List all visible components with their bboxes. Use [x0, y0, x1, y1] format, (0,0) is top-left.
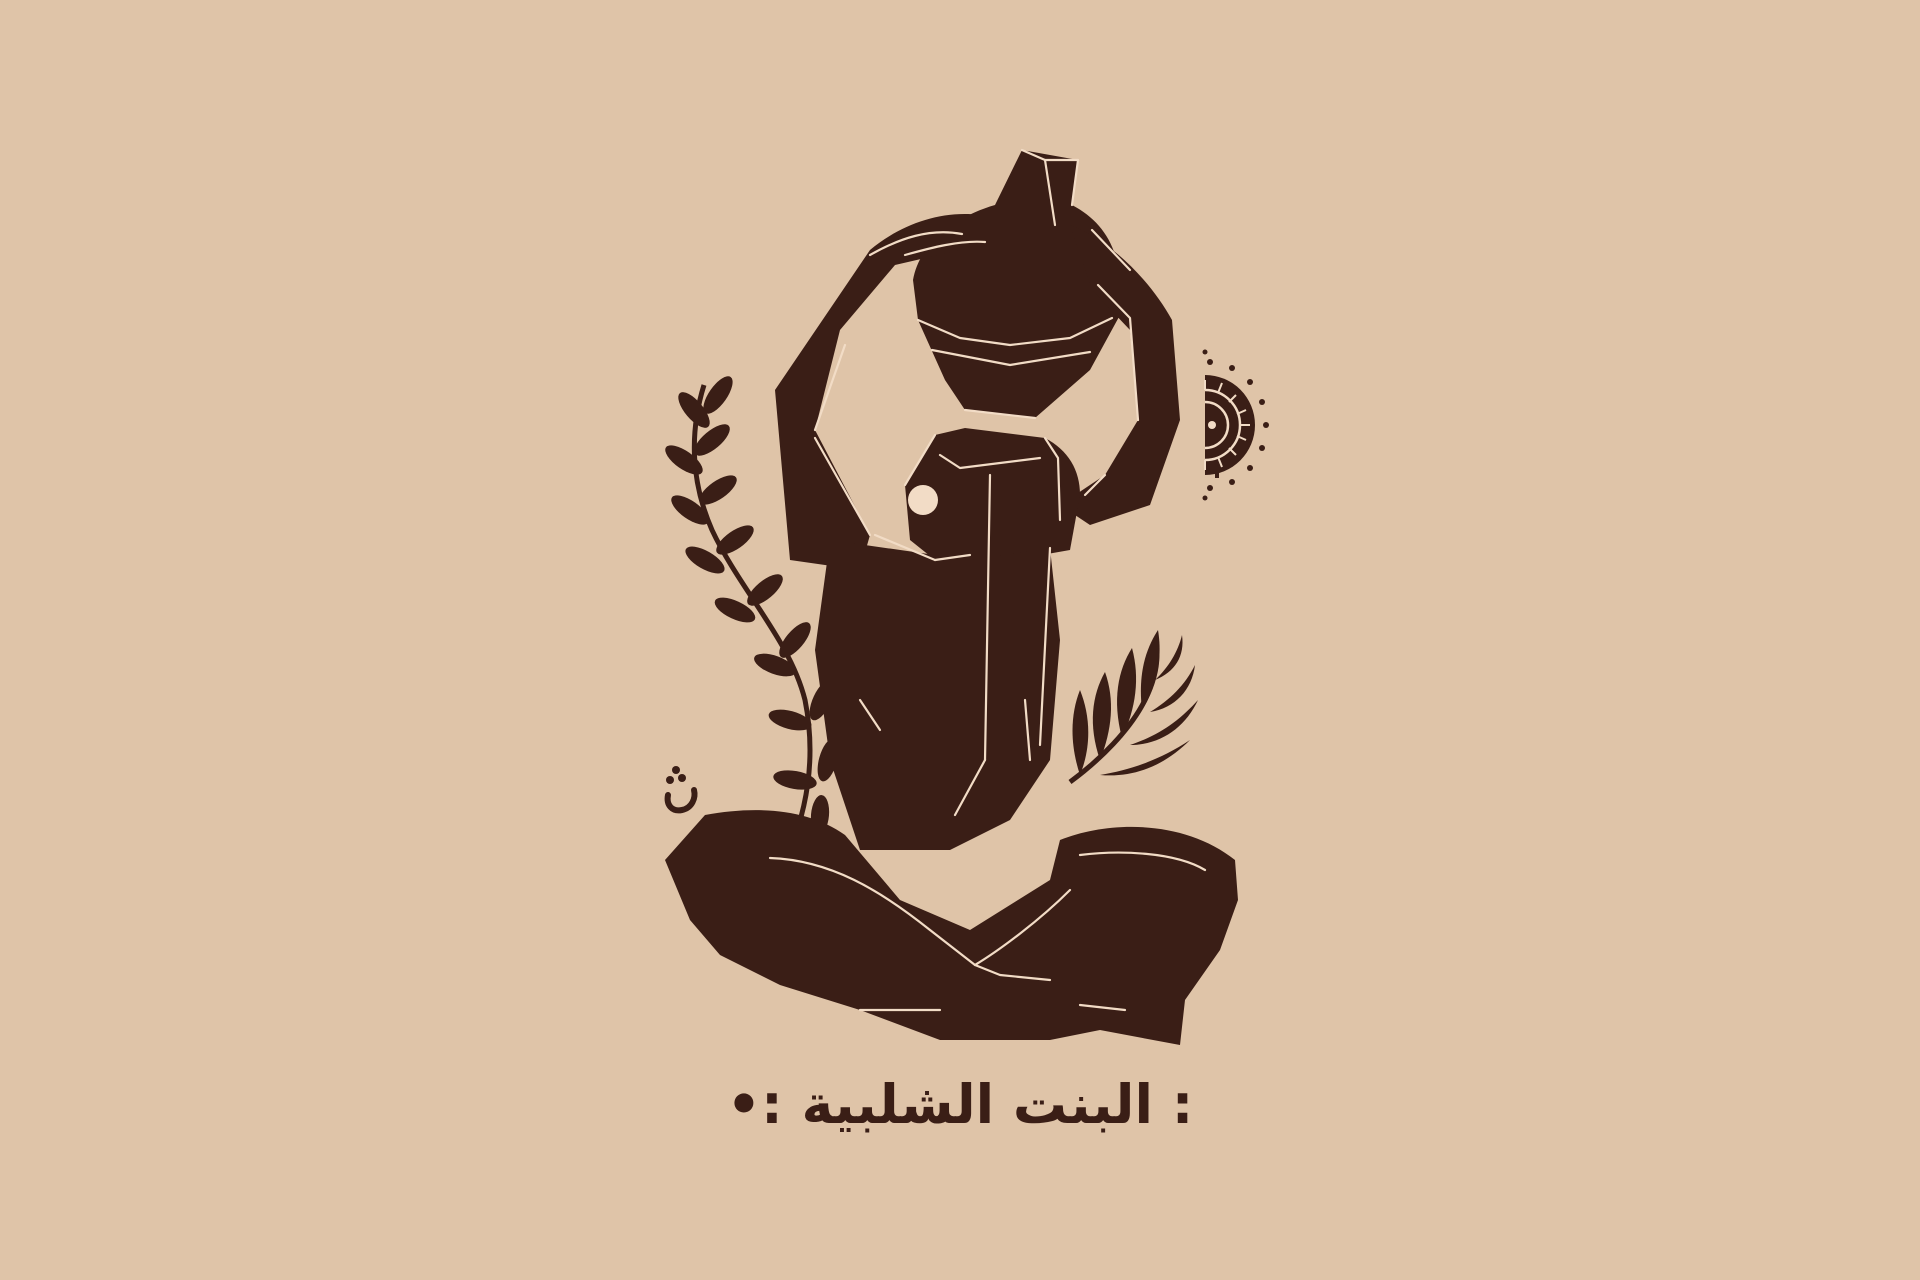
leaf-sprig-icon [1070, 630, 1198, 782]
letter-glyph-icon [666, 766, 695, 810]
caption-text: البنت الشلبية [801, 1073, 1153, 1136]
title-caption [0, 1070, 1920, 1140]
half-sun-mandala-icon [1203, 350, 1270, 501]
caption-ornament-left: :• [726, 1073, 783, 1136]
caption-ornament-right: : [1171, 1073, 1194, 1136]
